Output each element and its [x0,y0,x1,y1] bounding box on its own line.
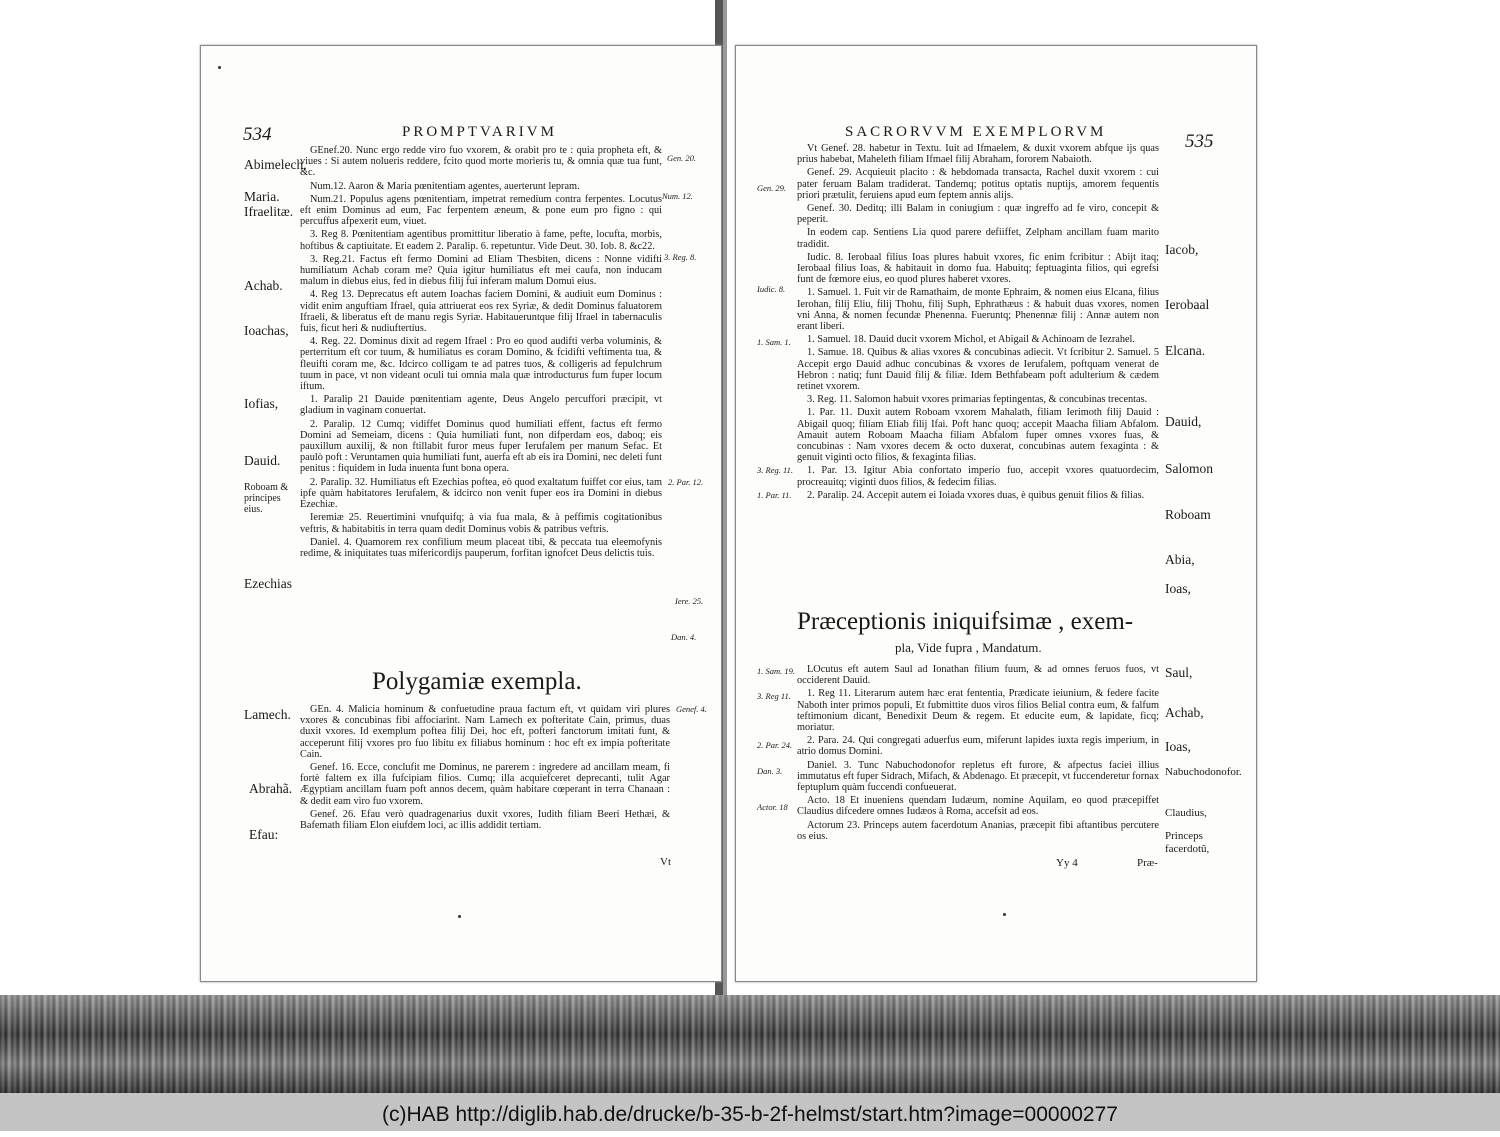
page-speck [1003,913,1006,916]
paragraph: Iudic. 8. Ierobaal filius Ioas plures habuit vxores, fic enim fcribitur : Abijt itaq; Ierobaal filius Ioas, & habitauit in domo fua. Habuitq; feptuaginta filios, qui egrefsi funt de fœmore eius, eo quod plures haberet vxores. [797,251,1159,286]
paragraph: Num.12. Aaron & Maria pœnitentiam agentes, auerterunt lepram. [310,180,580,192]
side-name: Achab, [1165,705,1204,720]
margin-note: Iudic. 8. [757,284,786,294]
margin-note: 3. Reg 11. [757,691,791,701]
margin-note: Iere. 25. [675,596,704,606]
paragraph: 2. Paralip. 32. Humiliatus eft Ezechias poftea, eò quod exaltatum fuiffet cor eius, tam ipfe quàm habitatores Ierufalem, & idcirco non venit fuper eos ira Domini in diebus Ezechiæ. [300,476,662,511]
side-name: Salomon [1165,461,1214,476]
side-name: Dauid. [244,453,281,468]
paragraph: 2. Paralip. 24. Accepit autem ei Ioiada vxores duas, è quibus genuit filios & filias. [807,489,1145,501]
side-name: Ioas, [1165,581,1191,596]
page-speck [458,915,461,918]
paragraph: Genef. 29. Acquieuit placito : & hebdomada transacta, Rachel duxit vxorem : cui pater feruam Balam tradiderat. Tandemq; potitus optatis nuptijs, amorem fequentis priori prætulit, feruiens apud eum feptem annis alijs. [797,167,1159,201]
paragraph: 3. Reg.21. Factus eft fermo Domini ad Eliam Thesbiten, dicens : Nonne vidifti humiliatum Achab coram me? Quia igitur humiliatus eft mei caufa, non inducam malum in diebus eius, fed in diebus filij fui inferam malum Domui eius. [300,253,662,288]
side-name: Iofias, [244,396,279,411]
book-gutter-shadow [723,0,727,995]
left-catchword: Vt [660,856,671,868]
margin-note: Num. 12. [662,191,693,201]
paragraph: GEn. 4. Malicia hominum & confuetudine praua factum eft, vt quidam viri plures vxores & concubinas fibi affociarint. Nam Lamech ex pofteritate Cain, primus, duas duxit vxores. Id exemplum poftea filij Dei, hoc eft, pofteri fanctorum imitati funt, & acceperunt filij vxores pro fuo libitu ex filiabus hominum : hoc eft ex impia pofteritate Cain. [300,704,670,760]
side-name: Abia, [1165,552,1195,567]
copyright-footer: (c)HAB http://diglib.hab.de/drucke/b-35-b-2f-helmst/start.htm?image=00000277 [0,1093,1500,1131]
side-name: Iacob, [1165,242,1199,257]
side-name: Nabuchodonofor. [1165,766,1242,778]
paragraph: 4. Reg 13. Deprecatus eft autem Ioachas faciem Domini, & audiuit eum Dominus : vidit enim anguftiam Ifrael, quia attriuerat eos rex Syriæ, & dedit Dominus faluatorem Ifraeli, & liberatus eft de manu regis Syriæ. Habitaueruntque filij Ifrael in tabernaculis fuis, ficut heri & nudiuftertius. [300,289,662,335]
right-section-subtitle: pla, Vide fupra , Mandatum. [895,640,1042,655]
side-name: Roboam [1165,507,1211,522]
right-running-head: SACRORVVM EXEMPLORVM [845,124,1107,140]
side-name: Abrahã. [249,781,293,796]
paragraph: 3. Reg. 11. Salomon habuit vxores primarias feptingentas, & concubinas trecentas. [807,394,1148,406]
paragraph: Genef. 30. Deditq; illi Balam in coniugium : quæ ingreffo ad fe viro, concepit & peperit. [797,203,1159,226]
margin-note: 1. Par. 11. [757,490,792,500]
side-name: Abimelech, [244,157,307,172]
left-body-block-2 [300,704,670,833]
margin-note: Gen. 20. [667,153,697,163]
margin-note: Genef. 4. [676,704,707,714]
side-name: Efau: [249,827,279,842]
margin-note: 1. Sam. 1. [757,337,791,347]
margin-note: 1. Sam. 19. [757,666,796,676]
paragraph: 3. Reg 8. Pœnitentiam agentibus promittitur liberatio à fame, pefte, locufta, morbis, hoftibus & captiuitate. Et eadem 2. Paralip. 6. repetuntur. Vide Deut. 30. Iob. 8. &c22. [300,229,662,252]
side-name: Princeps facerdotũ, [1165,830,1210,855]
right-catchword: Præ- [1137,857,1158,869]
paragraph: 1. Par. 11. Duxit autem Roboam vxorem Mahalath, filiam Ierimoth filij Dauid : Abigail quoq; filiam Eliab filij Ifai. Poft hanc quoq; accepit Maacha filiam Abfalom. Amauit autem Roboam Maacha filiam Abfalom fuper omnes vxores fuas, & concubinas : Nam vxores decem & octo duxerat, concubinas autem fexaginta : & genuit viginti octo filios, & fexaginta filias. [797,407,1159,464]
paragraph: LOcutus eft autem Saul ad Ionathan filium fuum, & ad omnes feruos fuos, vt occiderent Dauid. [797,664,1159,687]
margin-note: Gen. 29. [757,183,787,193]
paragraph: GEnef.20. Nunc ergo redde viro fuo vxorem, & orabit pro te : quia propheta eft, & viues : Si autem nolueris reddere, fcito quod morte morieris tu, & omnia quæ tua funt, &c. [300,145,662,179]
paragraph: 1. Par. 13. Igitur Abia confortato imperio fuo, accepit vxores quatuordecim, procreauitq; viginti duos filios, & fedecim filias. [797,465,1159,488]
paragraph: 2. Paralip. 12 Cumq; vidiffet Dominus quod humiliati effent, factus eft fermo Domini ad Semeiam, dicens : Quia humiliati funt, non difperdam eos, daboq; eis pauxillum auxilij, & non ftillabit furor meus fuper Ierufalem per manum Sefac. Et paulò poft : Veruntamen quia humiliati funt, auerfa eft ab eis ira Domini, nec deleti funt penitus : fiquidem in Iuda inuenta funt bona opera. [300,418,662,475]
paragraph: Genef. 26. Efau verò quadragenarius duxit vxores, Iudith filiam Beeri Hethæi, & Bafemath filiam Elon eiufdem loci, ac illis addidit tertiam. [300,808,670,832]
paragraph: 1. Samue. 18. Quibus & alias vxores & concubinas adiecit. Vt fcribitur 2. Samuel. 5 Accepit ergo Dauid adhuc concubinas & vxores de Ierufalem, poftquam venerat de Hebron : natiq; funt Dauid filij & filiæ. Idem Bethfabeam poft adulterium & cædem retinet vxorem. [797,347,1159,393]
side-name: Maria. [244,189,280,204]
paragraph: Daniel. 4. Quamorem rex confilium meum placeat tibi, & peccata tua eleemofynis redime, & iniquitates tuas mifericordijs pauperum, forfitan ignofcet Deus delictis tuis. [300,536,662,559]
side-name: Ioas, [1165,739,1191,754]
margin-note: 3. Reg. 11. [757,465,793,475]
paragraph: In eodem cap. Sentiens Lia quod parere defiiffet, Zelpham ancillam fuam marito tradidit. [797,227,1159,250]
side-name: Ifraelitæ. [244,204,294,219]
side-name: Ezechias [244,576,292,591]
paragraph: Genef. 16. Ecce, conclufit me Dominus, ne parerem : ingredere ad ancillam meam, fi fortè faltem ex illa fufcipiam filios. Cumq; illa acquiefceret deprecanti, tulit Agar Ægyptiam ancillam fuam poft annos decem, quàm habitare cœperant in terra Chanaan : & dedit eam viro fuo vxorem. [300,762,670,807]
paragraph: 1. Samuel. 1. Fuit vir de Ramathaim, de monte Ephraim, & nomen eius Elcana, filius Ierohan, filij Eliu, filij Thohu, filij Suph, Ephrathæus : & habuit duas vxores, nomen vni Anna, & nomen fecundæ Phenenna. Fueruntq; Phenennæ filij : Annæ autem non erant liberi. [797,287,1159,333]
right-section-title: Præceptionis iniquifsimæ , exem- [797,608,1134,635]
side-name: Ioachas, [244,323,289,338]
right-page-number: 535 [1185,131,1214,152]
left-page-number: 534 [243,124,272,145]
page-speck [218,66,221,69]
side-name: Saul, [1165,665,1193,680]
side-name: Lamech. [244,707,291,722]
side-name: Roboam & principes eius. [244,482,289,515]
left-section-title: Polygamiæ exempla. [372,668,582,695]
margin-note: Dan. 3. [757,766,783,776]
side-name: Claudius, [1165,807,1207,819]
paragraph: Num.21. Populus agens pœnitentiam, impetrat remedium contra ferpentes. Locutus eft enim Dominus ad eum, Fac ferpentem æneum, & pone eum pro figno : qui percuffus afpexerit eum, viuet. [300,193,662,228]
margin-note: Actor. 18 [757,802,788,812]
side-name: Elcana. [1165,343,1206,358]
paragraph: Acto. 18 Et inueniens quendam Iudæum, nomine Aquilam, eo quod præcepiffet Claudius difcedere omnes Iudæos à Roma, accefsit ad eos. [797,795,1159,818]
margin-note: Dan. 4. [671,632,697,642]
paragraph: 4. Reg. 22. Dominus dixit ad regem Ifrael : Pro eo quod audifti verba voluminis, & perterritum eft cor tuum, & humiliatus es coram Domino, & fcidifti veftimenta tua, & fleuifti coram me, &c. Idcirco colligam te ad patres tuos, & colligeris ad fepulchrum tuum in pace, vt non videant oculi tui omnia mala quæ introducturus fum fuper locum iftum. [300,336,662,393]
paragraph: Actorum 23. Princeps autem facerdotum Ananias, præcepit fibi aftantibus percutere os eius. [797,819,1159,842]
side-name: Dauid, [1165,414,1202,429]
paragraph: Daniel. 3. Tunc Nabuchodonofor repletus eft furore, & afpectus faciei illius immutatus eft fuper Sidrach, Mifach, & Abdenago. Et præcepit, vt fuccenderetur fornax feptuplum quàm fuccendi confueuerat. [797,759,1159,794]
left-body-block-1 [300,145,662,561]
paragraph: 2. Para. 24. Qui congregati aduerfus eum, miferunt lapides iuxta regis imperium, in atrio domus Domini. [797,735,1159,758]
margin-note: 2. Par. 12. [668,477,704,487]
paragraph: 1. Samuel. 18. Dauid ducit vxorem Michol, et Abigail & Achinoam de Iezrahel. [807,334,1135,346]
right-body-block-1 [797,143,1159,503]
paragraph: 1. Reg 11. Literarum autem hæc erat fententia, Prædicate ieiunium, & federe facite Naboth inter primos populi, Et fubmittite duos viros filios Belial contra eum, & falfum teftimonium dicant, Benedixit Deum & regem. Et educite eum, & lapidate, ficq; moriatur. [797,688,1159,734]
side-name: Achab. [244,278,283,293]
margin-note: 3. Reg. 8. [664,252,697,262]
paragraph: Vt Genef. 28. habetur in Textu. Iuit ad Ifmaelem, & duxit vxorem abfque ijs quas prius habebat, Maheleth filiam Ifmael filij Abraham, fororem Nabaioth. [797,143,1159,166]
margin-note: 2. Par. 24. [757,740,793,750]
scanner-edge-strip [0,995,1500,1093]
right-body-block-2 [797,664,1159,844]
signature-mark: Yy 4 [1056,857,1078,869]
paragraph: 1. Paralip 21 Dauide pœnitentiam agente, Deus Angelo percuffori præcipit, vt gladium in vaginam conuertat. [300,394,662,417]
side-name: Ierobaal [1165,297,1210,312]
left-running-head: PROMPTVARIVM [402,124,557,140]
paragraph: Ieremiæ 25. Reuertimini vnufquifq; à via fua mala, & à peffimis cogitationibus veftris, & habitabitis in terra quam dedit Dominus vobis & patribus veftris. [300,512,662,535]
